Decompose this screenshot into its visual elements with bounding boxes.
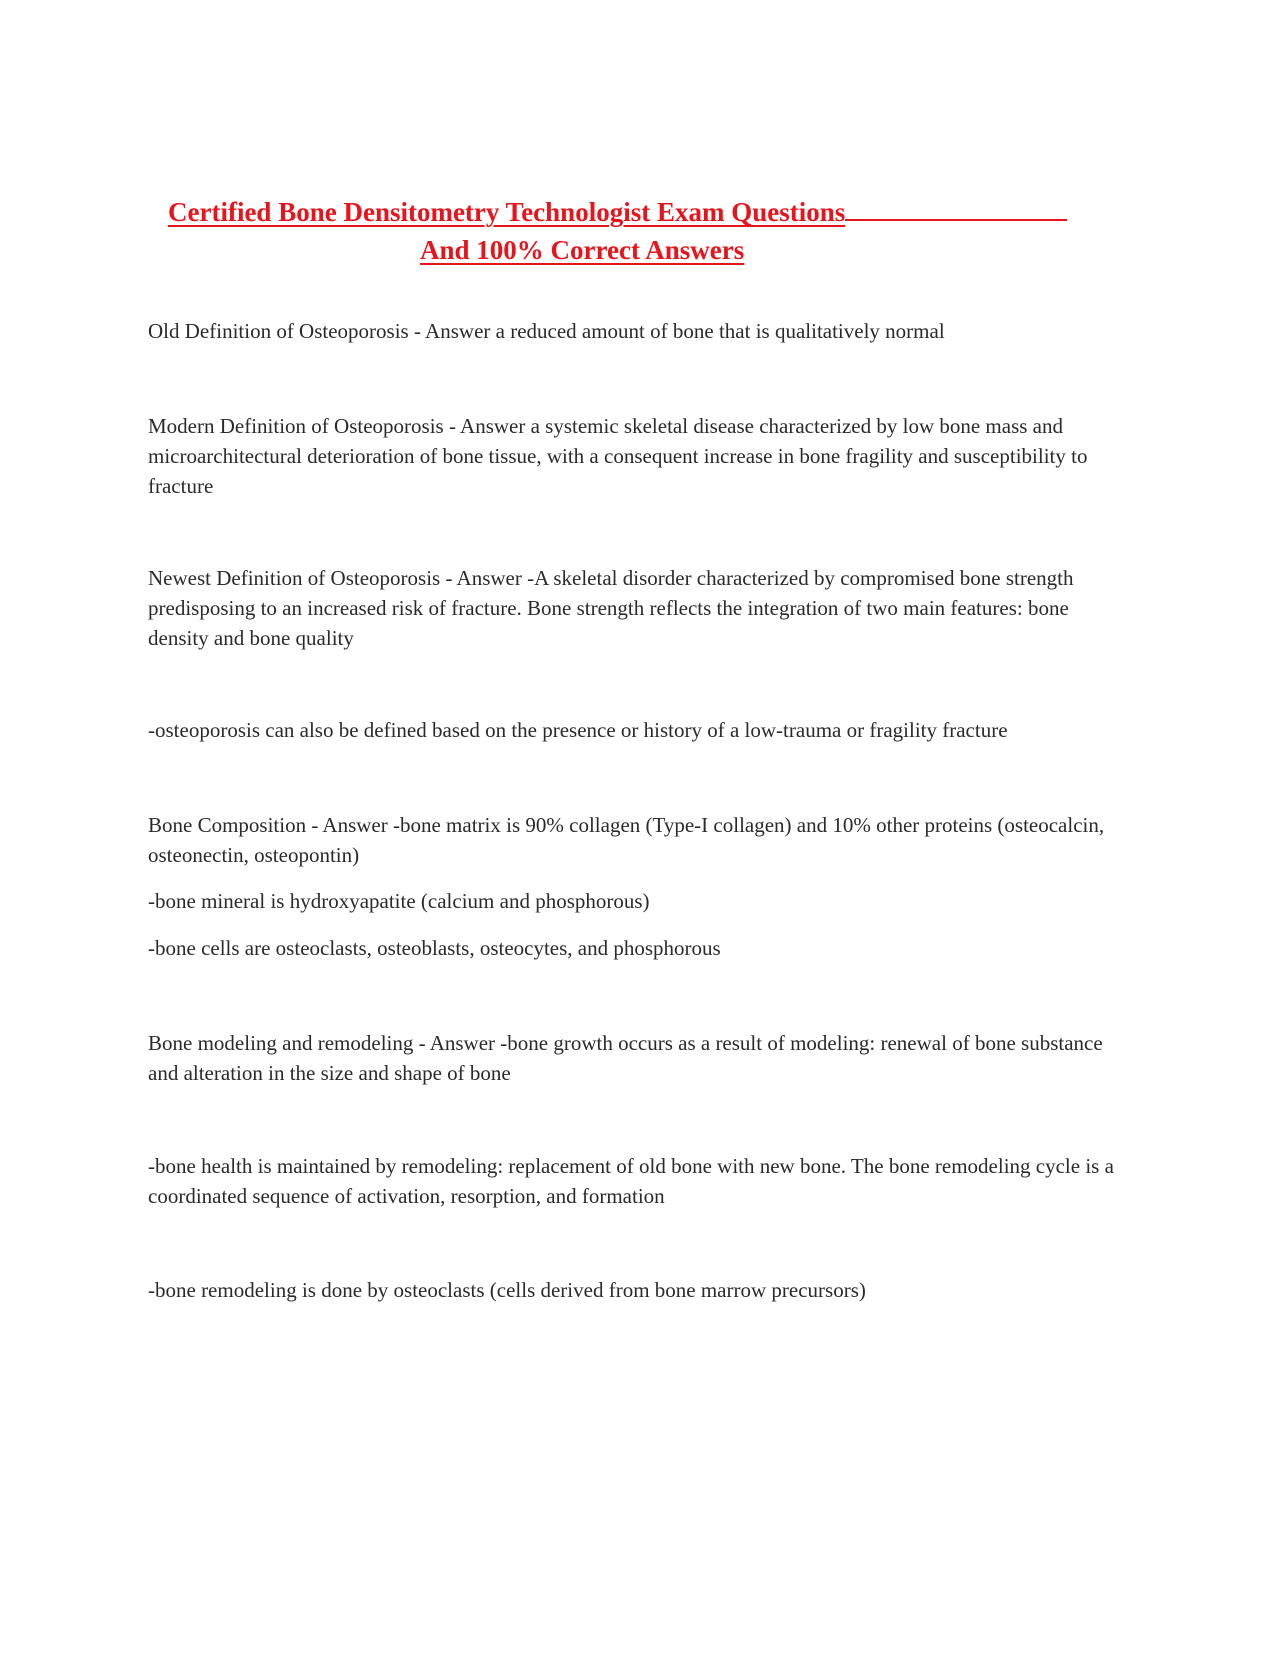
title-text-1: Certified Bone Densitometry Technologist Exam Questions (168, 197, 846, 227)
paragraph-bone-composition: Bone Composition - Answer -bone matrix is 90% collagen (Type-I collagen) and 10% other proteins (osteocalcin, osteonectin, osteopontin) (148, 813, 1105, 867)
paragraph-bone-mineral: -bone mineral is hydroxyapatite (calcium and phosphorous) (148, 889, 650, 913)
document-title-line-2 (420, 235, 744, 266)
paragraph-fragility-fracture: -osteoporosis can also be defined based on the presence or history of a low-trauma or fragility fracture (148, 718, 1008, 742)
paragraph-bone-health: -bone health is maintained by remodeling: replacement of old bone with new bone. The bone remodeling cycle is a coordinated sequence of activation, resorption, and formation (148, 1154, 1114, 1208)
paragraph-newest-definition: Newest Definition of Osteoporosis - Answer -A skeletal disorder characterized by compromised bone strength predisposing to an increased risk of fracture. Bone strength reflects the integration of two main features: bone density and bone quality (148, 566, 1074, 650)
paragraph-modeling-remodeling: Bone modeling and remodeling - Answer -bone growth occurs as a result of modeling: renewal of bone substance and alteration in the size and shape of bone (148, 1031, 1103, 1085)
paragraph-old-definition: Old Definition of Osteoporosis - Answer a reduced amount of bone that is qualitatively normal (148, 319, 945, 343)
paragraph-osteoclasts: -bone remodeling is done by osteoclasts (cells derived from bone marrow precursors) (148, 1278, 866, 1302)
document-title-line-1 (168, 197, 1128, 228)
paragraph-modern-definition: Modern Definition of Osteoporosis - Answer a systemic skeletal disease characterized by low bone mass and microarchitectural deterioration of bone tissue, with a consequent increase in bone fragility and susceptibility to fracture (148, 414, 1088, 498)
title-underline-pad (845, 197, 1067, 221)
paragraph-bone-cells: -bone cells are osteoclasts, osteoblasts, osteocytes, and phosphorous (148, 936, 721, 960)
title-text-2: And 100% Correct Answers (420, 235, 745, 265)
